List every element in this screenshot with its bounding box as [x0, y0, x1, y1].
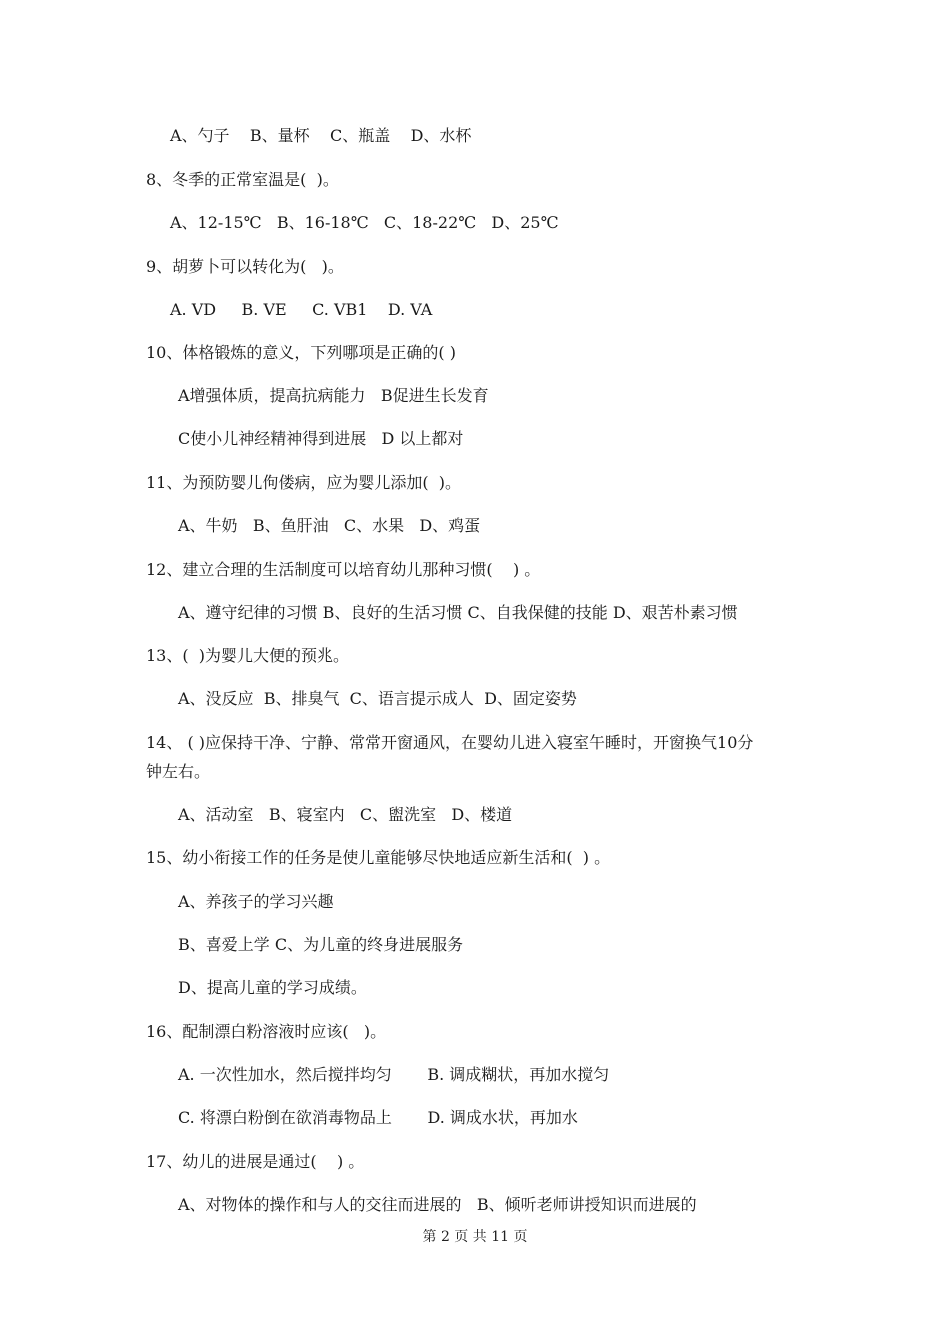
q9-options: A. VD B. VE C. VB1 D. VA: [170, 300, 433, 319]
q8-question: 8、冬季的正常室温是( )。: [146, 170, 339, 189]
q15-question: 15、幼小衔接工作的任务是使儿童能够尽快地适应新生活和( ) 。: [146, 848, 611, 867]
q13-question: 13、( )为婴儿大便的预兆。: [146, 646, 350, 665]
q12-options: A、遵守纪律的习惯 B、良好的生活习惯 C、自我保健的技能 D、艰苦朴素习惯: [178, 603, 738, 622]
q15-option-bc: B、喜爱上学 C、为儿童的终身进展服务: [178, 935, 464, 954]
q17-question: 17、幼儿的进展是通过( ) 。: [146, 1152, 365, 1171]
q10-question: 10、体格锻炼的意义，下列哪项是正确的( ): [146, 343, 456, 362]
q16-options-2: C. 将漂白粉倒在欲消毒物品上 D. 调成水状，再加水: [178, 1108, 578, 1127]
q10-options-2: C使小儿神经精神得到进展 D 以上都对: [178, 429, 464, 448]
q10-options-1: A增强体质，提高抗病能力 B促进生长发育: [178, 386, 489, 405]
q8-options: A、12-15℃ B、16-18℃ C、18-22℃ D、25℃: [170, 213, 559, 232]
q11-question: 11、为预防婴儿佝偻病，应为婴儿添加( )。: [146, 473, 462, 492]
q16-options-1: A. 一次性加水，然后搅拌均匀 B. 调成糊状，再加水搅匀: [178, 1065, 610, 1084]
q14-options: A、活动室 B、寝室内 C、盥洗室 D、楼道: [178, 805, 513, 824]
q14-question-2: 钟左右。: [146, 762, 211, 781]
q12-question: 12、建立合理的生活制度可以培育幼儿那种习惯( ) 。: [146, 560, 541, 579]
q17-options: A、对物体的操作和与人的交往而进展的 B、倾听老师讲授知识而进展的: [178, 1195, 697, 1214]
q15-option-a: A、养孩子的学习兴趣: [178, 892, 334, 911]
q16-question: 16、配制漂白粉溶液时应该( )。: [146, 1022, 387, 1041]
q9-question: 9、胡萝卜可以转化为( )。: [146, 257, 344, 276]
q13-options: A、没反应 B、排臭气 C、语言提示成人 D、固定姿势: [178, 689, 577, 708]
q15-option-d: D、提高儿童的学习成绩。: [178, 978, 367, 997]
q11-options: A、牛奶 B、鱼肝油 C、水果 D、鸡蛋: [178, 516, 481, 535]
q7-options: A、勺子 B、量杯 C、瓶盖 D、水杯: [170, 126, 472, 145]
q14-question-1: 14、 ( )应保持干净、宁静、常常开窗通风，在婴幼儿进入寝室午睡时，开窗换气10分: [146, 733, 754, 752]
page-footer: 第 2 页 共 11 页: [422, 1229, 528, 1245]
